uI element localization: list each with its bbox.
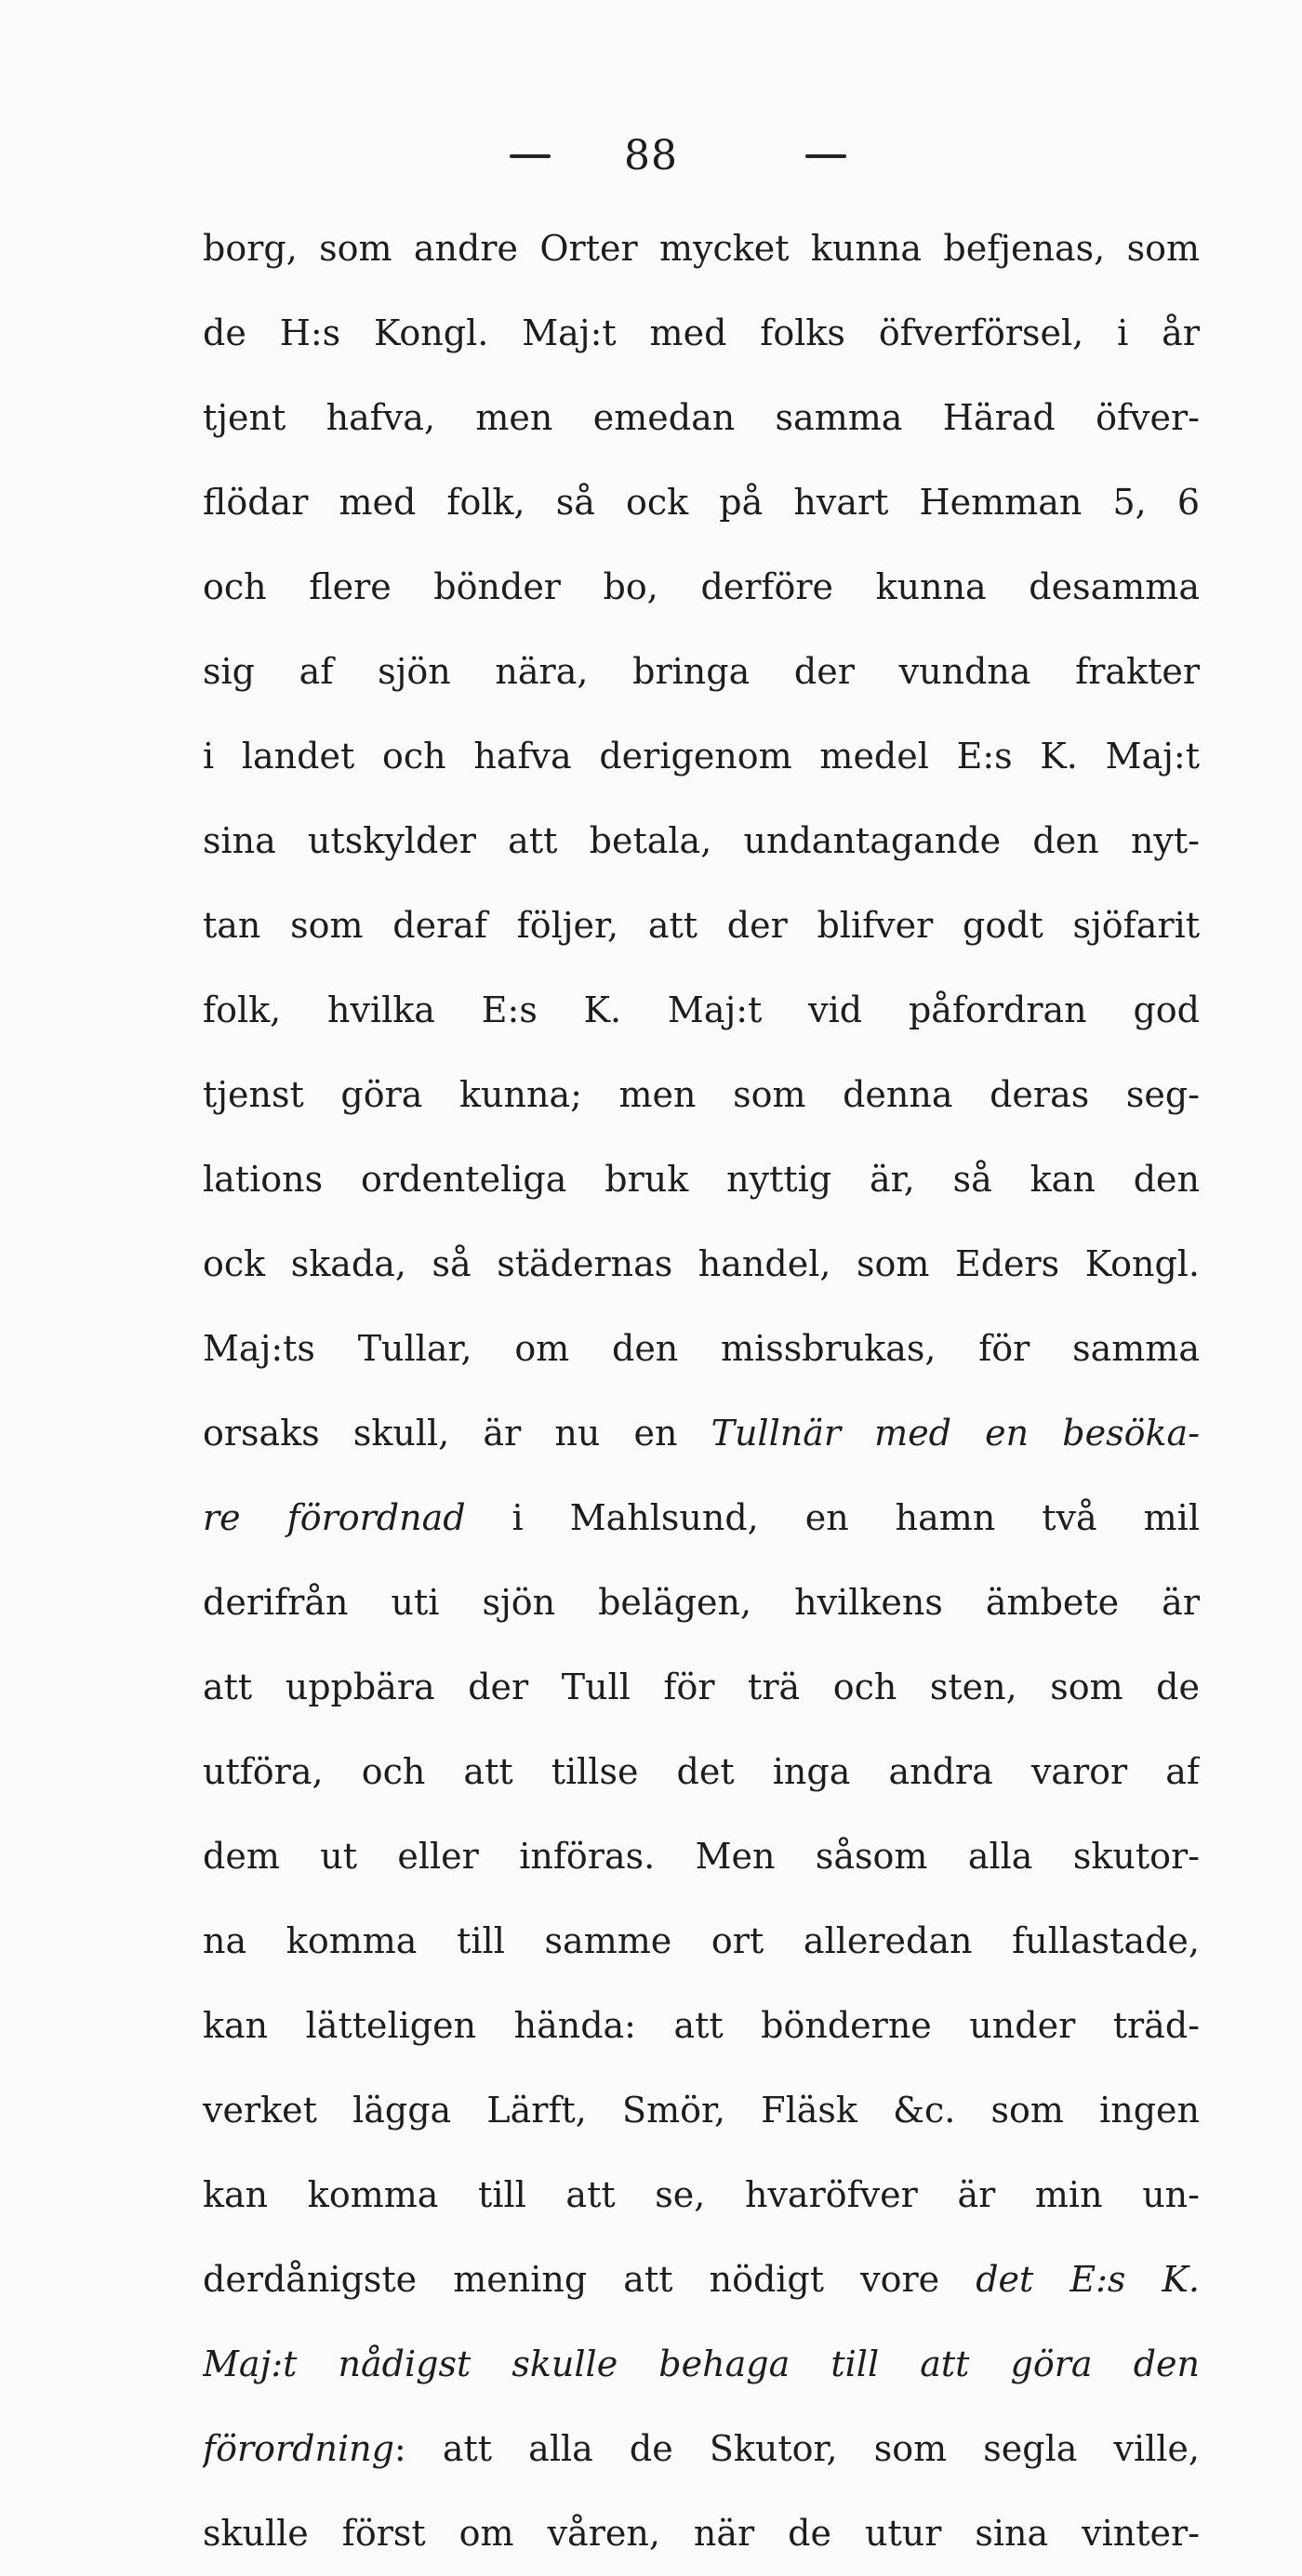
- text-segment: dem ut eller införas. Men såsom alla skutor-: [203, 1836, 1200, 1877]
- text-segment: flödar med folk, så ock på hvart Hemman 5, 6: [203, 482, 1200, 523]
- text-segment: Maj:ts Tullar, om den missbrukas, för samma: [203, 1328, 1200, 1369]
- text-segment: folk, hvilka E:s K. Maj:t vid påfordran god: [203, 989, 1200, 1030]
- page-number: 88: [624, 132, 678, 179]
- text-line: [203, 2322, 1200, 2407]
- text-segment: derdånigste mening att nödigt vore: [203, 2259, 976, 2300]
- text-line: [203, 1730, 1200, 1814]
- text-segment: sina utskylder att betala, undantagande den nyt-: [203, 820, 1200, 861]
- text-line: [203, 1814, 1200, 1899]
- text-segment: utföra, och att tillse det inga andra varor af: [203, 1751, 1200, 1792]
- text-segment: sig af sjön nära, bringa der vundna frakter: [203, 651, 1200, 692]
- text-segment: tjenst göra kunna; men som denna deras seg-: [203, 1074, 1200, 1115]
- text-line: [203, 2491, 1200, 2576]
- text-segment: : att alla de Skutor, som segla ville,: [393, 2428, 1200, 2469]
- text-line: [203, 460, 1200, 545]
- text-line: [203, 1476, 1200, 1560]
- page-header: [0, 128, 1302, 184]
- text-line: [203, 714, 1200, 799]
- text-segment: verket lägga Lärft, Smör, Fläsk &c. som ingen: [203, 2090, 1200, 2131]
- text-line: [203, 1222, 1200, 1307]
- header-dash-right: [805, 154, 846, 158]
- text-line: [203, 291, 1200, 376]
- italic-text-segment: förordning: [203, 2428, 394, 2469]
- text-segment: och flere bönder bo, derföre kunna desamma: [203, 566, 1200, 607]
- text-line: [203, 2153, 1200, 2237]
- text-line: [203, 1560, 1200, 1645]
- text-segment: de H:s Kongl. Maj:t med folks öfverförsel, i år: [203, 312, 1200, 353]
- italic-text-segment: Maj:t nådigst skulle behaga till att göra den: [203, 2344, 1200, 2384]
- text-line: [203, 545, 1200, 630]
- text-segment: ock skada, så städernas handel, som Eders Kongl.: [203, 1243, 1200, 1284]
- text-segment: tjent hafva, men emedan samma Härad öfver-: [203, 397, 1200, 438]
- text-segment: skulle först om våren, när de utur sina vinter-: [203, 2513, 1200, 2554]
- text-segment: borg, som andre Orter mycket kunna befjenas, som: [203, 228, 1200, 269]
- body-text: [203, 206, 1200, 2576]
- text-segment: orsaks skull, är nu en: [203, 1413, 711, 1454]
- text-segment: att uppbära der Tull för trä och sten, som de: [203, 1666, 1200, 1707]
- text-segment: tan som deraf följer, att der blifver godt sjöfarit: [203, 905, 1200, 946]
- text-line: [203, 2068, 1200, 2153]
- text-line: [203, 2237, 1200, 2322]
- text-segment: i Mahlsund, en hamn två mil: [465, 1497, 1200, 1538]
- text-line: [203, 206, 1200, 291]
- text-line: [203, 1307, 1200, 1391]
- text-segment: i landet och hafva derigenom medel E:s K. Maj:t: [203, 736, 1200, 777]
- header-dash-left: [510, 154, 551, 158]
- text-line: [203, 1053, 1200, 1137]
- text-line: [203, 1984, 1200, 2068]
- text-line: [203, 1391, 1200, 1476]
- text-segment: derifrån uti sjön belägen, hvilkens ämbete är: [203, 1582, 1200, 1623]
- text-segment: kan komma till att se, hvaröfver är min un-: [203, 2174, 1200, 2215]
- text-line: [203, 376, 1200, 460]
- text-line: [203, 883, 1200, 968]
- text-line: [203, 799, 1200, 883]
- text-segment: kan lätteligen hända: att bönderne under träd-: [203, 2005, 1200, 2046]
- text-line: [203, 1645, 1200, 1730]
- text-segment: lations ordenteliga bruk nyttig är, så kan den: [203, 1159, 1200, 1200]
- text-line: [203, 2407, 1200, 2491]
- text-line: [203, 968, 1200, 1053]
- text-line: [203, 1899, 1200, 1984]
- text-line: [203, 630, 1200, 714]
- italic-text-segment: re förordnad: [203, 1497, 466, 1538]
- italic-text-segment: det E:s K.: [976, 2259, 1200, 2300]
- text-segment: na komma till samme ort alleredan fullastade,: [203, 1920, 1200, 1961]
- text-line: [203, 1137, 1200, 1222]
- italic-text-segment: Tullnär med en besöka-: [711, 1413, 1200, 1454]
